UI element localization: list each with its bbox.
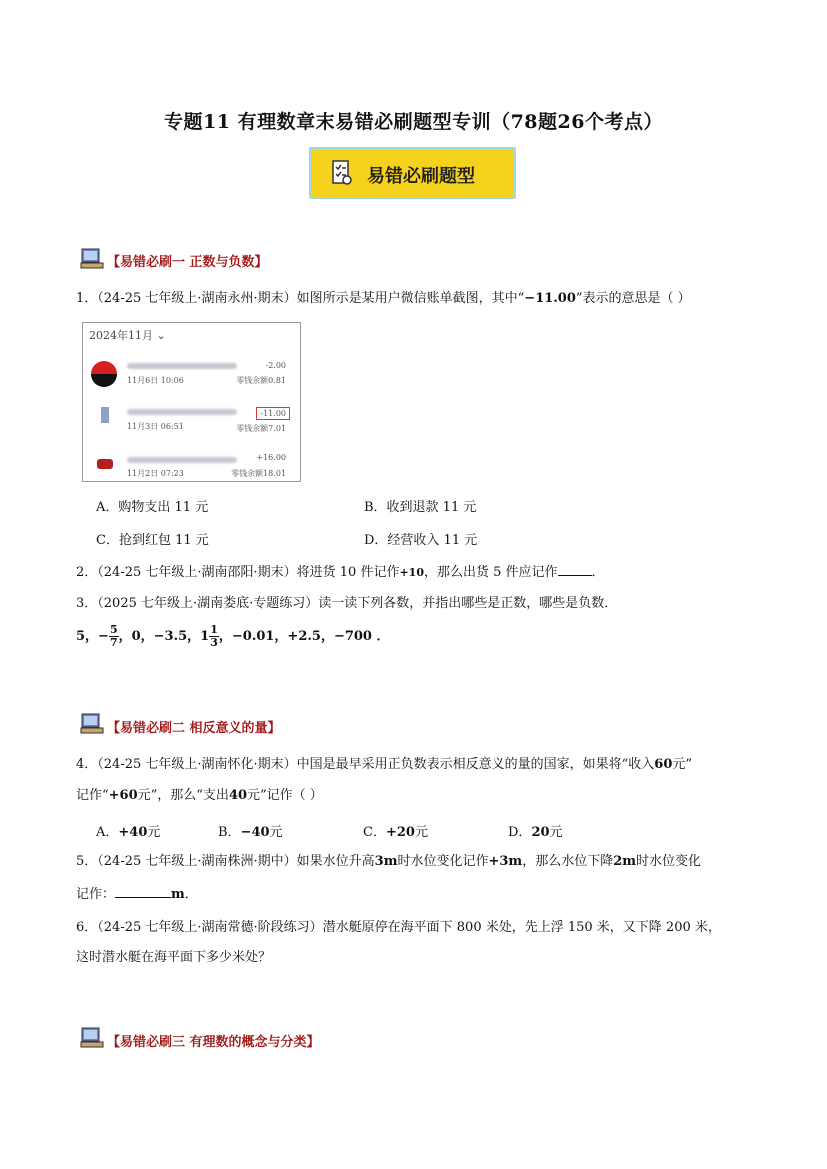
section-heading-1: 【易错必刷一 正数与负数】	[107, 255, 268, 270]
checklist-icon	[331, 159, 353, 187]
fraction: $\frac{1}{3}$	[210, 623, 218, 649]
bill-balance: 零钱余额0.81	[236, 376, 286, 385]
bill-amount: +16.00	[256, 453, 286, 462]
bill-amount-highlighted: -11.00	[256, 407, 290, 420]
option-b[interactable]: B．收到退款 11 元	[364, 500, 477, 515]
question-5-line-2: 记作： m．	[76, 887, 198, 902]
question-6-line-2: 这时潜水艇在海平面下多少米处？	[76, 950, 272, 965]
question-2-text: 2．（24-25 七年级上·湖南邵阳·期末）将进货 10 件记作+10，那么出货 5 件应记作 ．	[76, 565, 605, 580]
bill-balance: 零钱余额18.01	[231, 469, 286, 478]
blurred-merchant	[127, 409, 237, 415]
bill-date: 11月3日 06:51	[127, 422, 184, 431]
computer-icon	[80, 248, 104, 270]
bill-balance: 零钱余额7.01	[236, 424, 286, 433]
merchant-logo	[97, 459, 113, 469]
bill-date: 11月2日 07:23	[127, 469, 184, 478]
question-4-line-1: 4．（24-25 七年级上·湖南怀化·期末）中国是最早采用正负数表示相反意义的量的国家，如果将“收入60元”	[76, 757, 693, 772]
computer-icon	[80, 1027, 104, 1049]
question-1-text: 1．（24-25 七年级上·湖南永州·期末）如图所示是某用户微信账单截图，其中“−11.00”表示的意思是（ ）	[76, 291, 691, 306]
option-b[interactable]: B．−40元	[218, 825, 283, 840]
question-4-line-2: 记作“+60元”，那么“支出40元”记作（ ）	[76, 788, 323, 803]
question-5-line-1: 5．（24-25 七年级上·湖南株洲·期中）如果水位升高3m时水位变化记作+3m，那么水位下降2m时水位变化	[76, 854, 702, 869]
answer-blank[interactable]	[115, 885, 171, 898]
question-3-numbers: 5，− $\frac{5}{7}$ ，0，−3.5，1 $\frac{1}{3}$ ，−0.01，+2.5，−700 ．	[76, 623, 390, 649]
banner	[309, 147, 516, 199]
section-heading-3: 【易错必刷三 有理数的概念与分类】	[107, 1035, 320, 1050]
computer-icon	[80, 713, 104, 735]
option-a[interactable]: A．购物支出 11 元	[96, 500, 209, 515]
wechat-bill-screenshot	[82, 322, 301, 482]
fraction: $\frac{5}{7}$	[109, 623, 118, 649]
bill-date: 11月6日 10:06	[127, 376, 184, 385]
page-title: 专题11 有理数章末易错必刷题型专训（78题26个考点）	[164, 111, 663, 133]
option-d[interactable]: D．经营收入 11 元	[364, 533, 478, 548]
bill-amount: -2.00	[265, 361, 286, 370]
merchant-logo	[91, 361, 117, 387]
banner-label: 易错必刷题型	[367, 166, 475, 187]
merchant-logo	[101, 407, 109, 423]
section-heading-2: 【易错必刷二 相反意义的量】	[107, 721, 281, 736]
bill-month: 2024年11月 ⌄	[89, 329, 166, 342]
option-a[interactable]: A．+40元	[96, 825, 161, 840]
option-c[interactable]: C．+20元	[363, 825, 428, 840]
blurred-merchant	[127, 457, 237, 463]
option-d[interactable]: D．20元	[508, 825, 563, 840]
question-3-text: 3．（2025 七年级上·湖南娄底·专题练习）读一读下列各数，并指出哪些是正数，哪些是负数．	[76, 596, 618, 611]
question-6-line-1: 6．（24-25 七年级上·湖南常德·阶段练习）潜水艇原停在海平面下 800 米处，先上浮 150 米，又下降 200 米，	[76, 920, 721, 935]
answer-blank[interactable]	[558, 563, 592, 576]
blurred-merchant	[127, 363, 237, 369]
option-c[interactable]: C．抢到红包 11 元	[96, 533, 209, 548]
